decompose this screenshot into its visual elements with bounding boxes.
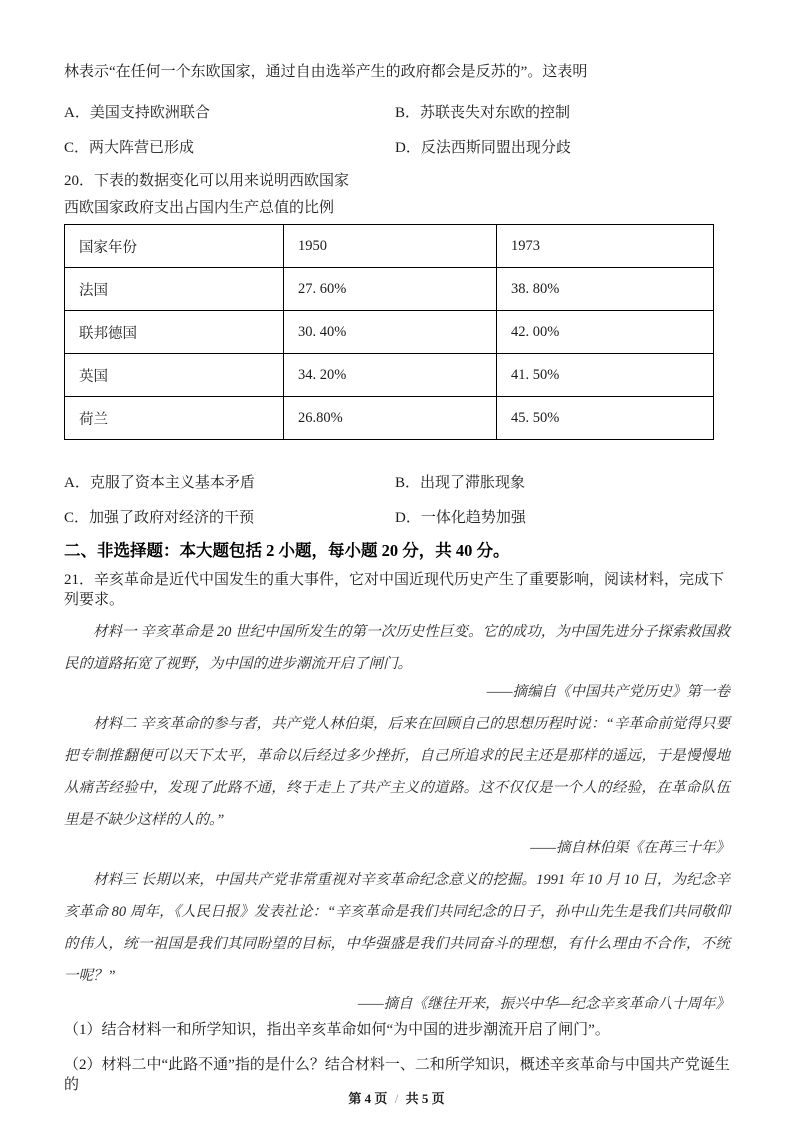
q21-material-3: 材料三 长期以来，中国共产党非常重视对辛亥革命纪念意义的挖掘。1991 年 10 月 10 日，为纪念辛亥革命 80 周年，《人民日报》发表社论：“辛亥革命是我们共同纪念的日子，孙中山先生是我们共同敬仰的伟人，统一祖国是我们其同盼望的目标，中华强盛是我们共同奋斗的理想，有什么理由不合作，不统一呢？” xyxy=(64,872,730,984)
q20-options-row-1 xyxy=(64,473,730,493)
q19-option-b: B．苏联丧失对东欧的控制 xyxy=(395,105,571,121)
q21-material-2: 材料二 辛亥革命的参与者，共产党人林伯渠，后来在回顾自己的思想历程时说：“辛革命前觉得只要把专制推翻便可以天下太平，革命以后经过多少挫折，自己所追求的民主还是那样的遥远，于是慢慢地从痛苦经验中，发现了此路不通，终于走上了共产主义的道路。这不仅仅是一个人的经验，在革命队伍里是不缺少这样的人的。” xyxy=(64,716,730,828)
cell-country: 英国 xyxy=(65,354,284,397)
q21-material-2-source: ——摘自林伯渠《在苒三十年》 xyxy=(530,840,730,856)
footer-total-label: 共 5 页 xyxy=(405,1091,445,1106)
q20-stem: 20．下表的数据变化可以用来说明西欧国家 xyxy=(64,173,350,189)
cell-1950: 26.80% xyxy=(284,397,497,440)
cell-1950: 34. 20% xyxy=(284,354,497,397)
q21-material-1: 材料一 辛亥革命是 20 世纪中国所发生的第一次历史性巨变。它的成功，为中国先进分子探索救国救民的道路拓宽了视野，为中国的进步潮流开启了闸门。 xyxy=(64,624,730,672)
cell-country: 联邦德国 xyxy=(65,311,284,354)
table-header-country-year: 国家年份 xyxy=(65,225,284,268)
q20-options-row-2 xyxy=(64,508,730,528)
cell-1973: 42. 00% xyxy=(497,311,714,354)
q19-stem: 林表示“在任何一个东欧国家，通过自由选举产生的政府都会是反苏的”。这表明 xyxy=(64,64,588,80)
table-row-france xyxy=(65,268,714,311)
cell-1950: 27. 60% xyxy=(284,268,497,311)
table-row-uk xyxy=(65,354,714,397)
footer-page-label: 第 4 页 xyxy=(348,1091,388,1106)
cell-1973: 45. 50% xyxy=(497,397,714,440)
page-footer xyxy=(0,1088,793,1107)
q21-material-1-source: ——摘编自《中国共产党历史》第一卷 xyxy=(486,684,730,700)
q20-option-d: D．一体化趋势加强 xyxy=(395,510,526,526)
cell-country: 荷兰 xyxy=(65,397,284,440)
table-header-1950: 1950 xyxy=(284,225,497,268)
q19-option-a: A．美国支持欧洲联合 xyxy=(64,105,210,121)
q19-options-row-1 xyxy=(64,103,730,123)
table-row-west-germany xyxy=(65,311,714,354)
q19-options-row-2 xyxy=(64,138,730,158)
q19-option-d: D．反法西斯同盟出现分歧 xyxy=(395,140,571,156)
cell-1973: 38. 80% xyxy=(497,268,714,311)
footer-separator: / xyxy=(394,1091,399,1106)
table-header-1973: 1973 xyxy=(497,225,714,268)
q20-option-a: A．克服了资本主义基本矛盾 xyxy=(64,475,255,491)
q21-sub-question-1: （1）结合材料一和所学知识，指出辛亥革命如何“为中国的进步潮流开启了闸门”。 xyxy=(64,1022,610,1038)
table-row-netherlands xyxy=(65,397,714,440)
q19-option-c: C．两大阵营已形成 xyxy=(64,140,195,156)
q21-material-3-source: ——摘自《继往开来，振兴中华—纪念辛亥革命八十周年》 xyxy=(357,996,730,1012)
q21-sub-question-2: （2）材料二中“此路不通”指的是什么？结合材料一、二和所学知识，概述辛亥革命与中国共产党诞生的 xyxy=(64,1057,730,1093)
q20-option-b: B．出现了滞胀现象 xyxy=(395,475,526,491)
q20-table-caption: 西欧国家政府支出占国内生产总值的比例 xyxy=(64,200,335,216)
cell-1973: 41. 50% xyxy=(497,354,714,397)
q21-stem: 21．辛亥革命是近代中国发生的重大事件，它对中国近现代历史产生了重要影响，阅读材料，完成下列要求。 xyxy=(64,572,725,608)
gdp-spending-table xyxy=(64,224,714,440)
q20-option-c: C．加强了政府对经济的干预 xyxy=(64,510,255,526)
table-header-row xyxy=(65,225,714,268)
cell-country: 法国 xyxy=(65,268,284,311)
section-2-heading: 二、非选择题：本大题包括 2 小题，每小题 20 分，共 40 分。 xyxy=(64,541,510,560)
cell-1950: 30. 40% xyxy=(284,311,497,354)
